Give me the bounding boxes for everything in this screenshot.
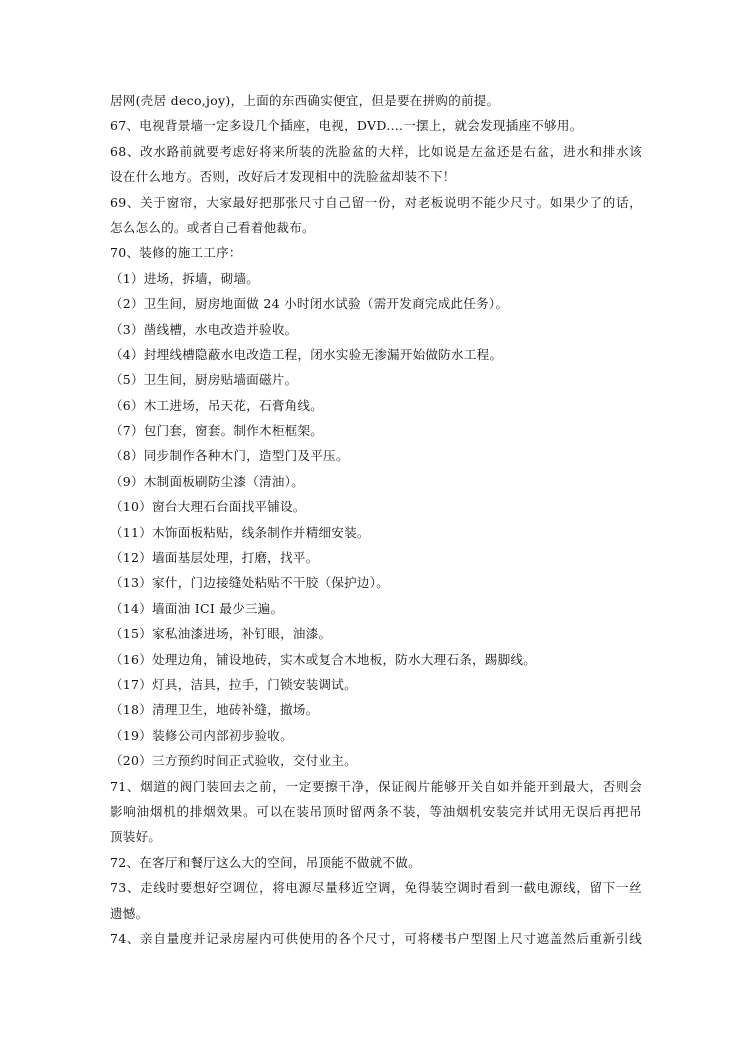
text-line: 遗憾。 (110, 905, 149, 921)
list-item: （15）家私油漆进场，补钉眼，油漆。 (110, 626, 332, 642)
text-line: 68、改水路前就要考虑好将来所装的洗脸盆的大样，比如说是左盆还是右盆，进水和排水该 (110, 143, 642, 159)
text-line: 顶装好。 (110, 829, 162, 845)
text-line: 73、走线时要想好空调位，将电源尽量移近空调，免得装空调时看到一截电源线，留下一丝 (110, 880, 642, 896)
text-line: 67、电视背景墙一定多设几个插座，电视，DVD....一摆上，就会发现插座不够用。 (110, 118, 583, 134)
document-body (110, 88, 642, 951)
text-line: 设在什么地方。否则，改好后才发现相中的洗脸盆却装不下！ (110, 169, 456, 185)
text-line: 70、装修的施工工序： (110, 245, 242, 261)
list-item: （11）木饰面板粘贴，线条制作并精细安装。 (110, 524, 370, 540)
text-line: 74、亲自量度并记录房屋内可供使用的各个尺寸，可将楼书户型图上尺寸遮盖然后重新引线 (110, 930, 642, 946)
list-item: （19）装修公司内部初步验收。 (110, 727, 293, 743)
list-item: （10）窗台大理石台面找平铺设。 (110, 499, 306, 515)
text-line: 69、关于窗帘，大家最好把那张尺寸自己留一份，对老板说明不能少尺寸。如果少了的话， (110, 194, 642, 210)
list-item: （20）三方预约时间正式验收，交付业主。 (110, 753, 357, 769)
list-item: （2）卫生间，厨房地面做 24 小时闭水试验（需开发商完成此任务）。 (110, 296, 509, 312)
list-item: （14）墙面油 ICI 最少三遍。 (110, 600, 284, 616)
list-item: （17）灯具，洁具，拉手，门锁安装调试。 (110, 676, 357, 692)
list-item: （4）封埋线槽隐蔽水电改造工程，闭水实验无渗漏开始做防水工程。 (110, 346, 503, 362)
text-line: 71、烟道的阀门装回去之前，一定要擦干净，保证阀片能够开关自如并能开到最大，否则会 (110, 778, 642, 794)
list-item: （18）清理卫生，地砖补缝，撤场。 (110, 702, 319, 718)
text-line: 影响油烟机的排烟效果。可以在装吊顶时留两条不装，等油烟机安装完并试用无误后再把吊 (110, 803, 642, 819)
list-item: （5）卫生间，厨房贴墙面磁片。 (110, 372, 298, 388)
text-line: 72、在客厅和餐厅这么大的空间，吊顶能不做就不做。 (110, 854, 421, 870)
list-item: （9）木制面板刷防尘漆（清油）。 (110, 473, 305, 489)
text-line: 怎么怎么的。或者自己看着他裁布。 (110, 219, 315, 235)
list-item: （3）凿线槽，水电改造并验收。 (110, 321, 298, 337)
list-item: （8）同步制作各种木门，造型门及平压。 (110, 448, 349, 464)
list-item: （7）包门套，窗套。制作木柜框架。 (110, 423, 324, 439)
list-item: （6）木工进场，吊天花，石膏角线。 (110, 397, 324, 413)
list-item: （1）进场，拆墙，砌墙。 (110, 270, 260, 286)
text-line: 居网(壳居 deco,joy)，上面的东西确实便宜，但是要在拼购的前提。 (110, 93, 500, 108)
list-item: （16）处理边角，铺设地砖，实木或复合木地板，防水大理石条，踢脚线。 (110, 651, 537, 667)
list-item: （13）家什，门边接缝处粘贴不干胶（保护边）。 (110, 575, 390, 591)
list-item: （12）墙面基层处理，打磨，找平。 (110, 550, 319, 566)
